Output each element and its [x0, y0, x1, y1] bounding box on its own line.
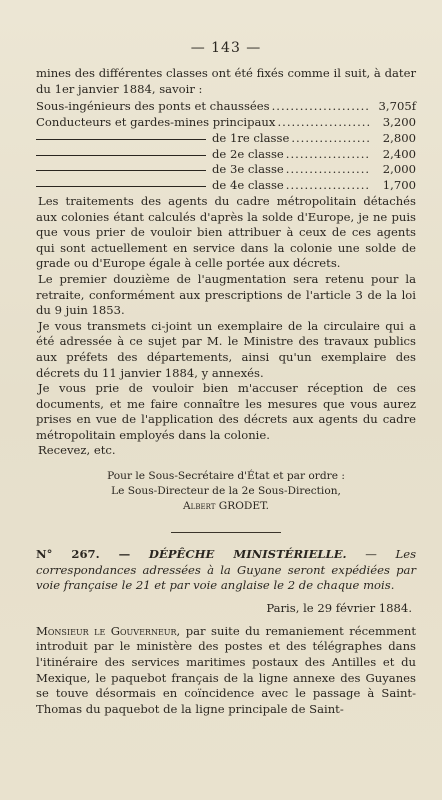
leader-dots — [272, 99, 370, 115]
dispatch-summary: — Les correspondances adressées à la Guyane seront expédiées par voie française le 21 et par voie anglaise le 2 de chaque mois. — [36, 547, 417, 593]
body-paragraph: Les traitements des agents du cadre métropolitain détachés aux colonies étant calculés d'après la solde d'Europe, je ne puis que vous prier de vouloir bien attribuer à ceux de ces agents qui sont actuellement en service dans la colonie une solde de grade ou d'Europe égale à celle portée aux décrets. — [36, 193, 416, 271]
dispatch-number: N° 267. — — [36, 547, 131, 562]
salary-value: 3,705f — [378, 99, 416, 114]
signature-name: Albert GRODET. — [183, 500, 269, 513]
dispatch-date: Paris, le 29 février 1884. — [266, 600, 412, 615]
dispatch-body — [36, 624, 416, 718]
leader-dots — [286, 162, 370, 178]
salary-value: 2,000 — [382, 162, 416, 177]
signature-line-2: Le Sous-Directeur de la 2e Sous-Direction, — [111, 485, 341, 498]
dispatch-heading — [36, 547, 416, 594]
salary-value: 2,400 — [382, 146, 416, 161]
salary-row — [36, 131, 416, 147]
body-paragraph: Je vous transmets ci-joint un exemplaire de la circulaire qui a été adressée à ce sujet par M. le Ministre des travaux publics aux préfets des départements, ainsi qu'un exemplaire des décrets du 11 janvier 1884, y annexés. — [36, 318, 416, 380]
salary-label: Sous-ingénieurs des ponts et chaussées — [36, 99, 270, 114]
salary-value: 2,800 — [382, 130, 416, 145]
salutation: Monsieur le Gouverneur, — [36, 623, 181, 638]
body-paragraph: Je vous prie de vouloir bien m'accuser réception de ces documents, et me faire connaître les mesures que vous aurez prises en vue de l'application des décrets aux agents du cadre métropolitain employés dans la colonie. — [36, 381, 416, 442]
salary-value: 1,700 — [382, 178, 416, 193]
salary-row — [36, 115, 416, 131]
signature-block — [36, 469, 416, 514]
leader-dots — [277, 115, 370, 131]
ditto-line — [36, 147, 206, 156]
salary-label: de 1re classe — [212, 130, 290, 145]
salary-table — [36, 99, 416, 194]
salary-row — [36, 178, 416, 194]
dispatch-title: DÉPÊCHE MINISTÉRIELLE. — [148, 547, 347, 562]
page-number: — 143 — — [190, 40, 262, 56]
section-divider — [171, 532, 281, 533]
salary-value: 3,200 — [382, 114, 416, 129]
ditto-line — [36, 131, 206, 140]
leader-dots — [291, 131, 370, 147]
salary-row — [36, 147, 416, 163]
salary-row — [36, 99, 416, 115]
salary-row — [36, 162, 416, 178]
salary-label: de 4e classe — [212, 178, 284, 193]
ditto-line — [36, 178, 206, 187]
ditto-line — [36, 162, 206, 171]
leader-dots — [286, 147, 370, 163]
salary-label: Conducteurs et gardes-mines principaux — [36, 114, 276, 129]
body-paragraph: Le premier douzième de l'augmentation sera retenu pour la retraite, conformément aux prescriptions de l'article 3 de la loi du 9 juin 1853. — [36, 271, 416, 318]
salary-label: de 3e classe — [212, 162, 284, 177]
signature-line-1: Pour le Sous-Secrétaire d'État et par ordre : — [107, 470, 345, 483]
dispatch-body-text: par suite du remaniement récemment introduit par le ministère des postes et des télégraphes dans l'itinéraire des services maritimes postaux des Antilles et du Mexique, le paquebot français de la ligne annexe des Guyanes se touve désormais en coïncidence avec le passage à Saint-Thomas du paquebot de la ligne principale de Saint- — [36, 623, 416, 716]
intro-paragraph: mines des différentes classes ont été fixés comme il suit, à dater du 1er janvier 1884, savoir : — [36, 66, 416, 96]
leader-dots — [286, 178, 370, 194]
closing-line: Recevez, etc. — [38, 443, 116, 458]
salary-label: de 2e classe — [212, 146, 284, 161]
